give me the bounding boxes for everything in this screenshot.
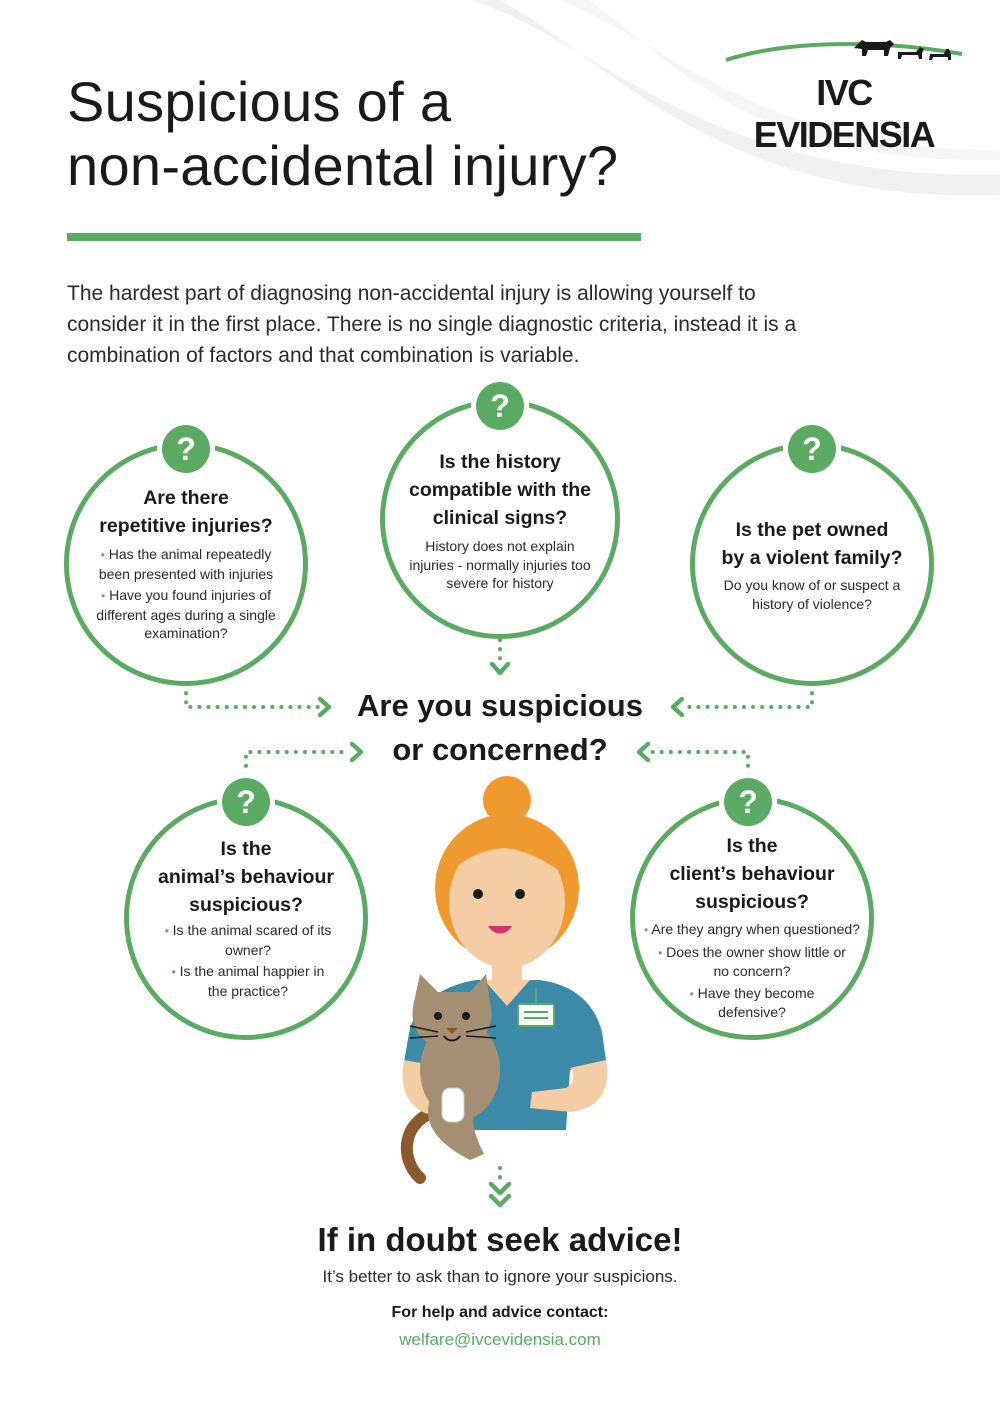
page-title-line1: Suspicious of a [67,70,452,133]
connector-violent [683,684,812,707]
question-mark-icon: ? [724,778,772,826]
question-body-violent-family: Do you know of or suspect a history of violence? [723,577,901,612]
question-title-history: Is the history compatible with the clinical signs? [408,451,591,529]
intro-paragraph: The hardest part of diagnosing non-accidental injury is allowing yourself to consider it in the first place. There is no single diagnostic criteria, instead it is a combination of factors and that combination is variable. [67,282,797,367]
list-item: • Has the animal repeatedly been presented with injuries [98,546,274,582]
brand-logo [722,36,966,155]
help-contact-label: For help and advice contact: [391,1304,609,1321]
connector-repetitive [186,684,318,707]
vet-holding-cat-illustration [380,770,630,1190]
title-divider [67,233,641,241]
list-item: • Is the animal scared of its owner? [164,922,332,958]
list-item: • Is the animal happier in the practice? [171,963,325,999]
list-item: • Have you found injuries of different ages during a single examination? [96,587,276,641]
question-mark-icon: ? [162,425,210,473]
contact-email-link[interactable]: welfare@ivcevidensia.com [399,1330,601,1349]
question-title-violent-family: Is the pet owned by a violent family? [721,519,903,569]
advice-subline: It’s better to ask than to ignore your suspicions. [322,1267,678,1286]
arrowhead-down-vet-2 [491,1196,509,1205]
question-mark-icon: ? [222,778,270,826]
page-title [67,70,707,198]
question-body-history: History does not explain injuries - normally injuries too severe for history [409,538,591,591]
question-body-animal-behaviour [160,921,336,1003]
question-body-client-behaviour [636,920,868,1025]
question-title-repetitive: Are there repetitive injuries? [99,487,273,537]
advice-headline: If in doubt seek advice! [317,1221,683,1258]
list-item: • Are they angry when questioned? [644,921,860,937]
list-item: • Does the owner show little or no concern? [658,943,846,979]
brand-name: IVC EVIDENSIA [753,72,935,155]
page-title-line2: non-accidental injury? [67,134,619,197]
logo-animals-icon [722,36,966,76]
question-title-client-behaviour: Is the client’s behaviour suspicious? [669,835,835,913]
list-item: • Have they become defensive? [689,984,815,1020]
question-title-animal-behaviour: Is the animal’s behaviour suspicious? [158,838,334,916]
question-mark-icon: ? [788,425,836,473]
central-question: Are you suspicious or concerned? [357,688,643,767]
arrowhead-down-history [492,664,508,673]
question-body-repetitive [86,545,286,646]
question-mark-icon: ? [476,382,524,430]
